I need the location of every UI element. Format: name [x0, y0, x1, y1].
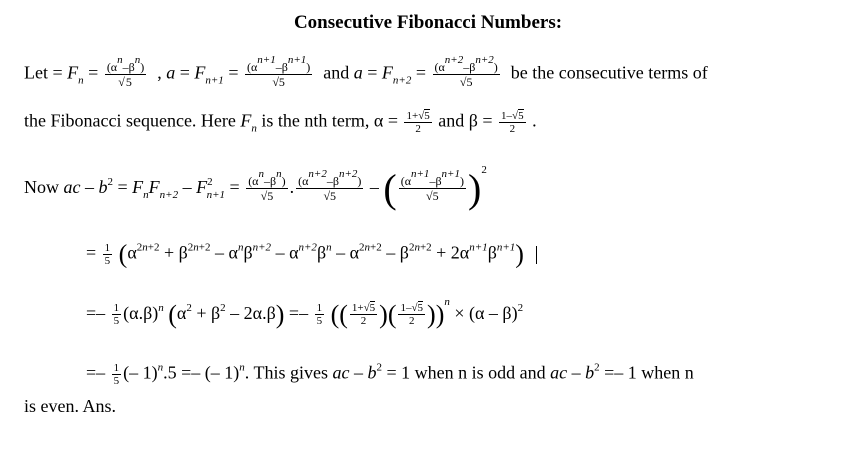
- fraction-b: $\frac{(\alpha^{n+2}-\beta^{n+2})}{√5}$: [298, 168, 362, 204]
- fraction-fn1: $\frac{(\alpha^{n+1}-\beta^{n+1})}{√5}$: [246, 54, 311, 89]
- this-gives-text: . This gives: [244, 362, 328, 383]
- fraction-beta: $\frac{1-√5}{2}$: [501, 110, 524, 135]
- fraction-alpha: $\frac{1+√5}{2}$: [406, 110, 430, 135]
- page-title: Consecutive Fibonacci Numbers:: [293, 12, 563, 33]
- when-odd-text: when n is odd and: [414, 362, 546, 383]
- equation-line-6: =– $\frac{1}{5}$ (– 1)$^n$.5 =– (– 1)$^n$. This gives ac – $b^2 = 1$ when n is odd and ac – $b^2 =- 1$ when n: [86, 361, 694, 387]
- and-text-2: and: [438, 110, 465, 131]
- closing-text: is even. Ans.: [24, 396, 116, 416]
- now-text: Now: [24, 177, 59, 197]
- equation-line-4: = $\frac{1}{5}$ $(\alpha^{2n+2} + \beta^{2n+2} - \alpha^n\beta^{n+2} - \alpha^{n+2}\beta^n - \alpha^{2n+2} - \beta^{2n+2} + 2\alpha^{n+1}\beta^{n+1})$: [86, 242, 537, 267]
- equation-line-2: the Fibonacci sequence. Here $F_n$ is the nth term, α = $\frac{1+√5}{2}$ and β = $\frac{1-√5}{2}$ .: [24, 110, 537, 135]
- sequence-text: the Fibonacci sequence. Here: [24, 110, 236, 131]
- fraction-fn2: $\frac{(\alpha^{n+2}-\beta^{n+2})}{√5}$: [434, 54, 498, 89]
- equation-line-1: Let = $F_n$ = $\frac{(\alpha^n-\beta^n)}{√5}$ , $a = F_{n+1}$ = $\frac{(\alpha^{n+1}-\beta^{n+1})}{√5}$ and $a = F_{n+2}$ = $\frac{(\alpha^{n+2}-\beta^{n+2})}{√5}$ be the consecutive terms of: [24, 54, 708, 89]
- when-n-text: when n: [641, 362, 694, 383]
- fraction-fn: $\frac{(\alpha^n-\beta^n)}{√5}$: [106, 54, 145, 89]
- equation-line-3: Now ac – $b^2 = F_nF_{n+2} - F^2_{n+1}$ = $\frac{(\alpha^n-\beta^n)}{√5}$ . $\frac{(\alpha^{n+2}-\beta^{n+2})}{√5}$ – ( $\frac{(\alpha^{n+1}-\beta^{n+1})}{√5}$ )$^2$: [24, 164, 487, 211]
- equation-line-5: =– $\frac{1}{5}$ $(\alpha.\beta)^n$ $(\alpha^2 + \beta^2 - 2\alpha.\beta)$ =– $\frac{1}{5}$ (( $\frac{1+√5}{2}$ )( $\frac{1-√5}{2}$ ))$^n$ × (α – β)$^2$: [86, 296, 524, 329]
- text-cursor: [536, 246, 537, 264]
- and-text: and: [323, 62, 350, 83]
- let-text: Let: [24, 62, 48, 83]
- fraction-c: $\frac{(\alpha^{n+1}-\beta^{n+1})}{√5}$: [400, 168, 464, 204]
- fraction-a: $\frac{(\alpha^n-\beta^n)}{√5}$: [248, 168, 286, 204]
- be-consecutive-text: be the consecutive terms of: [510, 62, 708, 83]
- nth-term-text: is the nth term,: [261, 110, 370, 131]
